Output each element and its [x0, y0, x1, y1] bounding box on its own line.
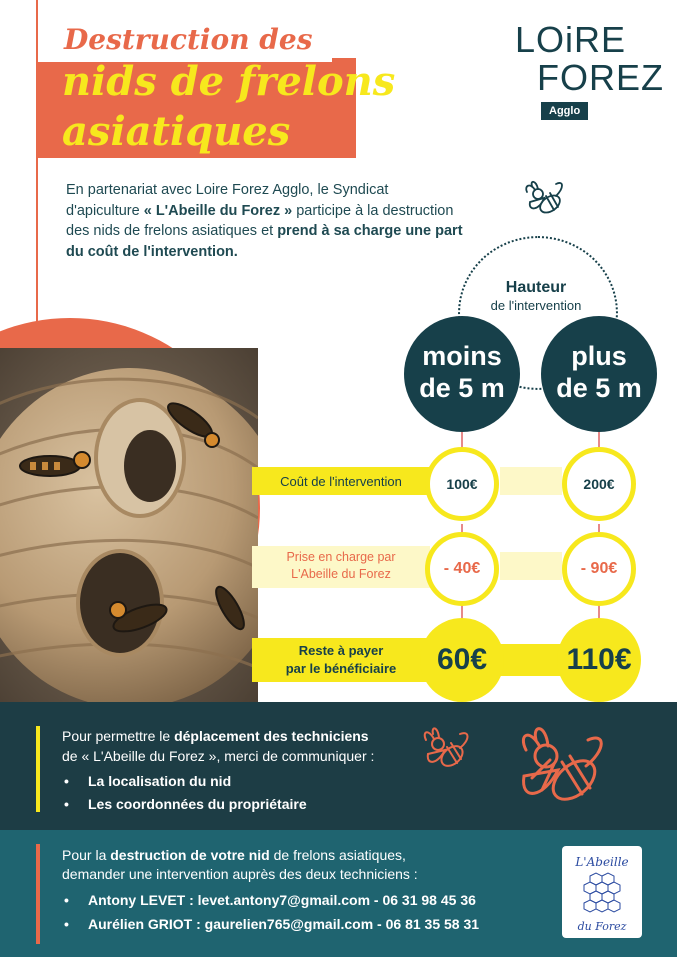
title-line-2: nids de frelons: [62, 58, 396, 105]
bee-icon: [420, 722, 472, 778]
cost-label: Coût de l'intervention: [280, 474, 402, 489]
travel-text-bold: déplacement des techniciens: [174, 728, 369, 744]
cost-value-more-5m: 200€: [562, 447, 636, 521]
support-label-line-1: Prise en charge par: [286, 550, 396, 564]
list-item: • La localisation du nid: [62, 770, 422, 793]
technician-contact-list: [62, 888, 542, 936]
remaining-label-line-1: Reste à payer: [298, 643, 384, 658]
support-value-more-5m: - 90€: [562, 532, 636, 606]
travel-text-a: Pour permettre le: [62, 728, 175, 744]
height-title: Hauteur: [505, 279, 567, 296]
support-label-line-2: L'Abeille du Forez: [291, 567, 391, 581]
intro-bold-2: prend à sa charge une part du coût de l'intervention.: [66, 223, 463, 260]
title-line-3: asiatiques: [62, 108, 291, 155]
support-link-band: [500, 552, 562, 580]
support-label: [252, 549, 430, 583]
contact-text-b: de frelons asiatiques,: [269, 847, 406, 863]
contact-text-bold: destruction de votre nid: [110, 847, 270, 863]
intro-paragraph: [66, 180, 466, 262]
abeille-logo-graphic: [562, 846, 642, 938]
height-option-1-line-1: moins: [422, 341, 502, 371]
height-option-more-5m: [541, 316, 657, 432]
bee-icon: [520, 176, 568, 222]
loire-forez-logo: [515, 19, 664, 120]
contact-text-a: Pour la: [62, 847, 111, 863]
title-line-1: Destruction des: [38, 18, 332, 62]
cost-value-less-5m: 100€: [425, 447, 499, 521]
intro-text-2: participe à la destruction des nids de frelons asiatiques et: [66, 202, 454, 239]
remaining-value-less-5m: 60€: [420, 618, 504, 702]
travel-text-b: de « L'Abeille du Forez », merci de communiquer :: [62, 748, 375, 764]
bee-icon: [514, 720, 614, 820]
height-option-2-line-2: de 5 m: [556, 373, 642, 403]
intro-bold-1: « L'Abeille du Forez »: [143, 202, 293, 219]
required-info-list: [62, 770, 422, 816]
abeille-du-forez-logo: [562, 846, 642, 938]
technician-travel-section: [0, 702, 677, 830]
remaining-link-band: [500, 644, 562, 676]
hornet-nest-photo: [0, 348, 258, 702]
cost-link-band: [500, 467, 562, 495]
remaining-label-line-2: par le bénéficiaire: [285, 661, 397, 676]
logo-line-1: LOiRE: [515, 19, 627, 60]
yellow-accent-bar: [36, 726, 40, 812]
remaining-value-more-5m: 110€: [557, 618, 641, 702]
height-option-2-line-1: plus: [571, 341, 627, 371]
destruction-contact-text: [62, 846, 542, 936]
height-subtitle: de l'intervention: [490, 298, 582, 313]
abeille-logo-bottom-text: du Forez: [577, 920, 627, 933]
contact-text-c: demander une intervention auprès des deux techniciens :: [62, 866, 418, 882]
orange-accent-bar: [36, 844, 40, 944]
list-item: • Antony LEVET : levet.antony7@gmail.com - 06 31 98 45 36: [62, 888, 542, 912]
remaining-label: [252, 642, 430, 678]
list-item: • Les coordonnées du propriétaire: [62, 793, 422, 816]
nest-illustration: [0, 348, 258, 702]
height-option-1-line-2: de 5 m: [419, 373, 505, 403]
height-option-less-5m: [404, 316, 520, 432]
height-heading: [470, 278, 602, 314]
intro-text-1: En partenariat avec Loire Forez Agglo, le Syndicat d'apiculture: [66, 182, 389, 219]
list-item: • Aurélien GRIOT : gaurelien765@gmail.com - 06 81 35 58 31: [62, 912, 542, 936]
logo-agglo-tag: Agglo: [541, 102, 588, 120]
technician-travel-text: [62, 726, 422, 816]
abeille-logo-top-text: L'Abeille: [575, 855, 629, 869]
support-value-less-5m: - 40€: [425, 532, 499, 606]
logo-line-2: FOREZ: [537, 57, 664, 98]
